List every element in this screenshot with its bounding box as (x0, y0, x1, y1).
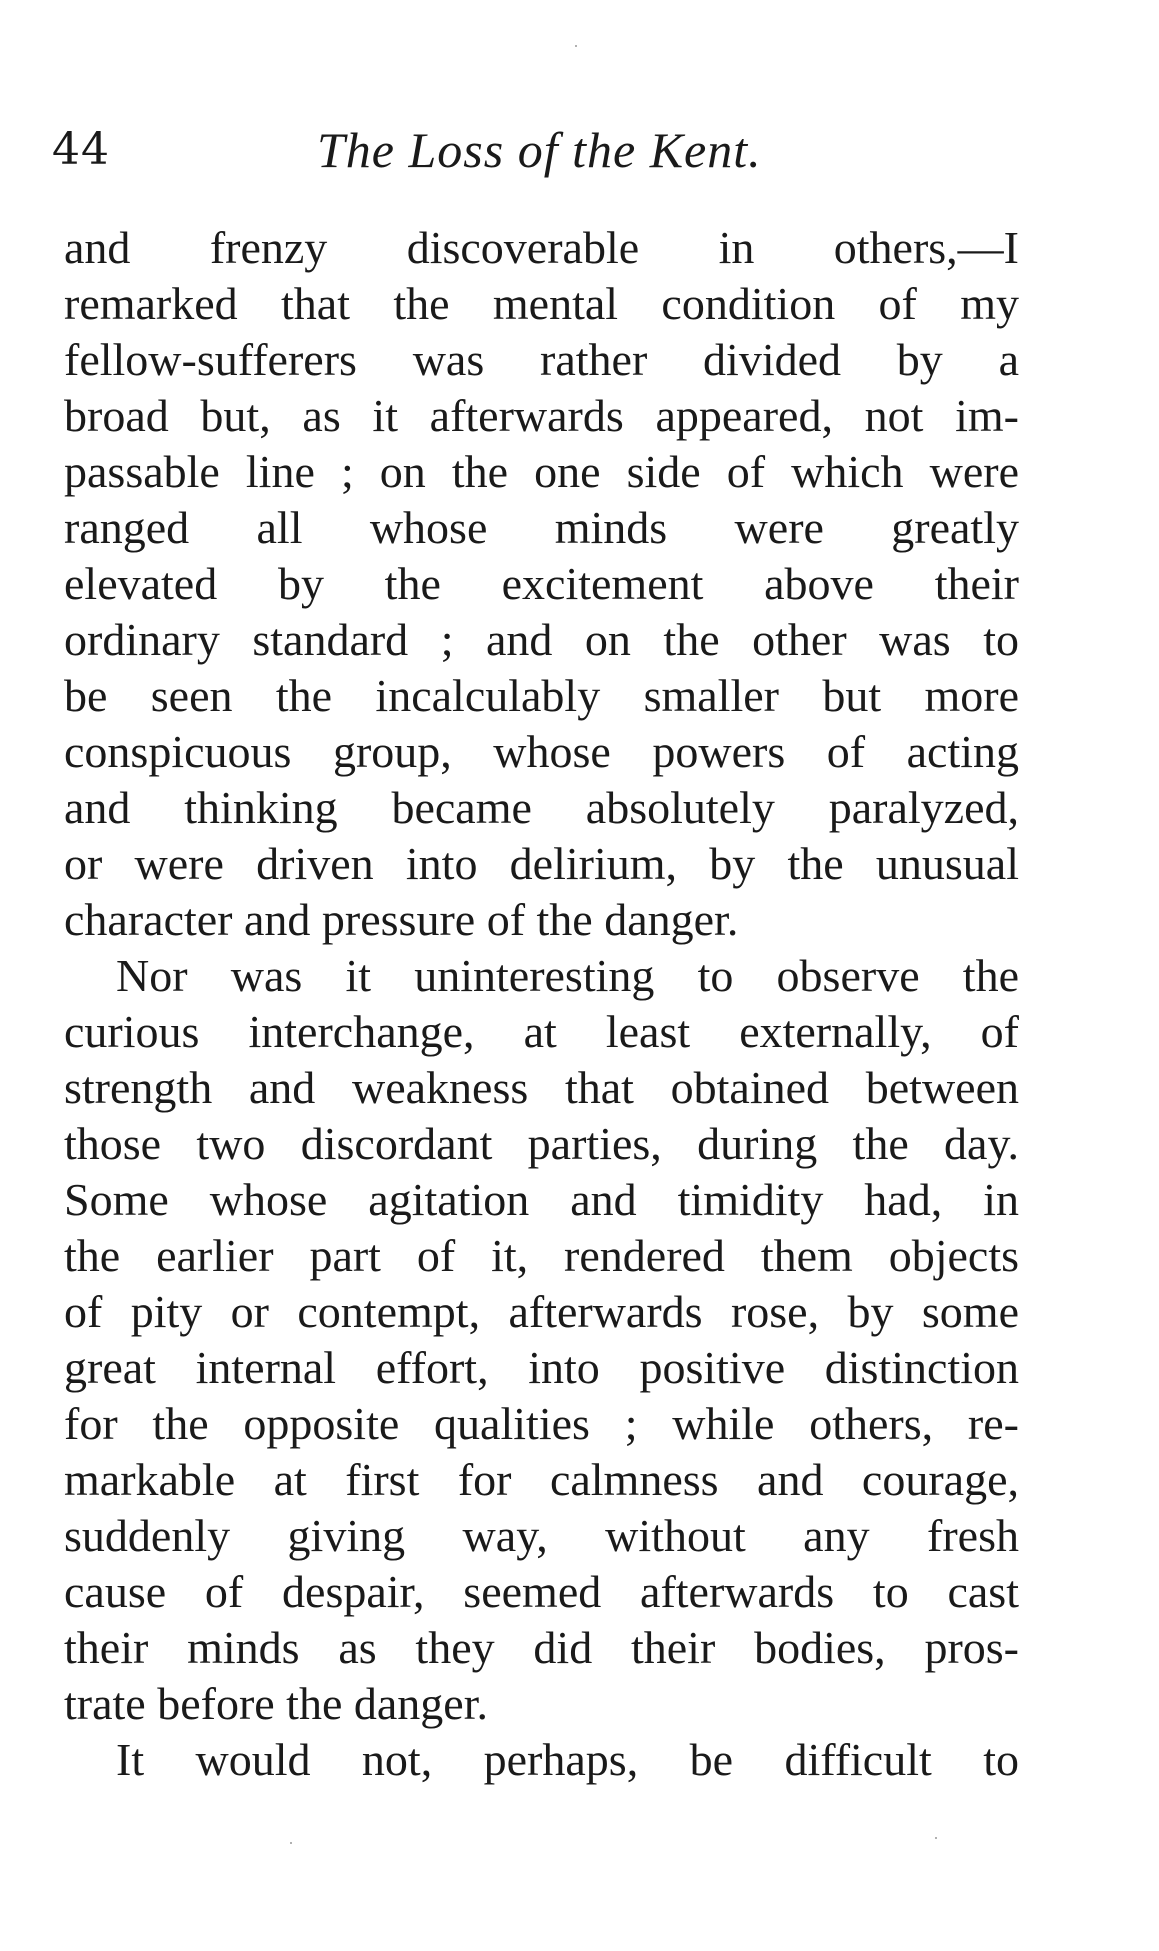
text-line: conspicuous group, whose powers of acting (64, 726, 1019, 777)
text-line: for the opposite qualities ; while others, re- (64, 1398, 1019, 1449)
text-line: strength and weakness that obtained between (64, 1062, 1019, 1113)
body-text (64, 220, 1019, 1788)
page-number: 44 (52, 124, 110, 175)
text-line: their minds as they did their bodies, pros- (64, 1622, 1019, 1673)
text-line: cause of despair, seemed afterwards to cast (64, 1566, 1019, 1617)
running-title: The Loss of the Kent. (317, 122, 762, 178)
text-line: broad but, as it afterwards appeared, not im- (64, 390, 1019, 441)
text-line: Nor was it uninteresting to observe the (116, 950, 1019, 1001)
text-line: character and pressure of the danger. (64, 894, 739, 945)
paper-speck (575, 45, 577, 47)
text-line: great internal effort, into positive distinction (64, 1342, 1019, 1393)
paper-speck (935, 1837, 937, 1839)
text-line: ordinary standard ; and on the other was to (64, 614, 1019, 665)
text-line: trate before the danger. (64, 1678, 488, 1729)
text-line: be seen the incalculably smaller but more (64, 670, 1019, 721)
page-header (52, 120, 1012, 180)
text-line: remarked that the mental condition of my (64, 278, 1019, 329)
paper-speck (290, 1842, 292, 1844)
text-line: and thinking became absolutely paralyzed, (64, 782, 1019, 833)
text-line: suddenly giving way, without any fresh (64, 1510, 1019, 1561)
text-line: ranged all whose minds were greatly (64, 502, 1019, 553)
text-line: elevated by the excitement above their (64, 558, 1019, 609)
text-line: markable at first for calmness and courage, (64, 1454, 1019, 1505)
text-line: of pity or contempt, afterwards rose, by some (64, 1286, 1019, 1337)
text-line: It would not, perhaps, be difficult to (116, 1734, 1019, 1785)
text-line: Some whose agitation and timidity had, in (64, 1174, 1019, 1225)
text-line: and frenzy discoverable in others,—I (64, 222, 1019, 273)
text-line: or were driven into delirium, by the unusual (64, 838, 1019, 889)
text-line: the earlier part of it, rendered them objects (64, 1230, 1019, 1281)
text-line: fellow-sufferers was rather divided by a (64, 334, 1019, 385)
text-line: those two discordant parties, during the day. (64, 1118, 1019, 1169)
text-line: passable line ; on the one side of which were (64, 446, 1019, 497)
text-line: curious interchange, at least externally, of (64, 1006, 1019, 1057)
